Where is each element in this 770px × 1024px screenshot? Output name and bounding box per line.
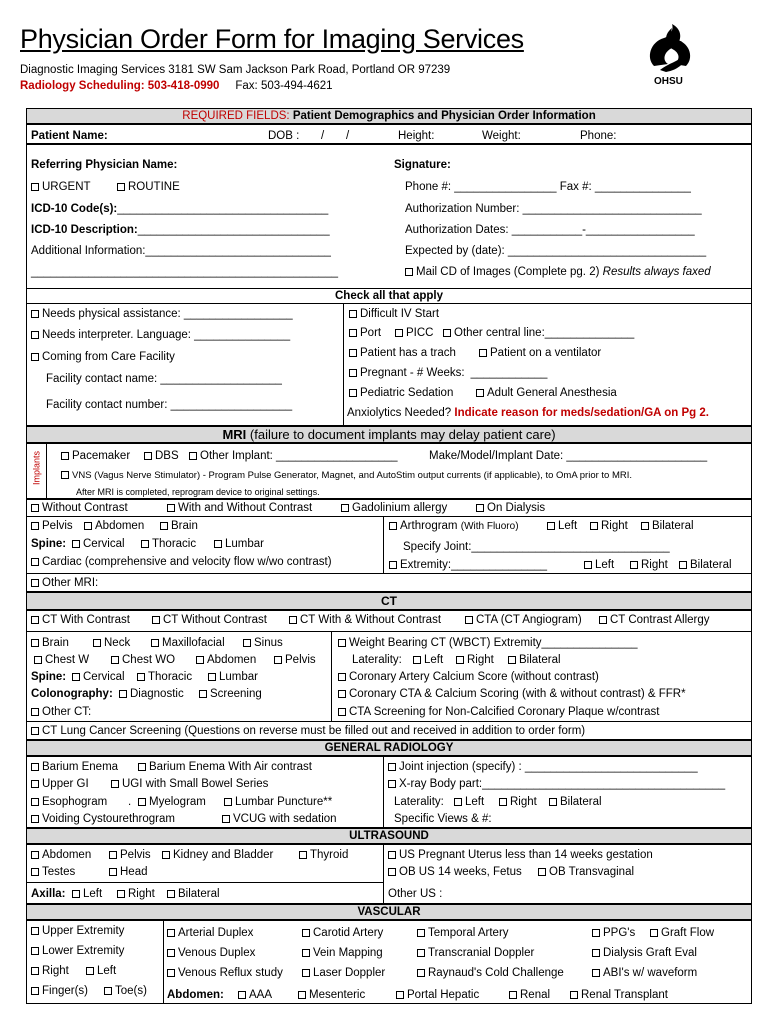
ct-with-contrast-checkbox[interactable]: CT With Contrast — [31, 613, 130, 627]
xray-body-part-checkbox[interactable]: X-ray Body part:______________________________________ — [388, 777, 725, 791]
divider — [26, 631, 752, 632]
transcranial-doppler-checkbox[interactable]: Transcranial Doppler — [417, 946, 534, 960]
dbs-checkbox[interactable]: DBS — [144, 449, 179, 463]
dob-label[interactable]: DOB : — [268, 130, 300, 142]
axilla-label: Axilla: — [31, 888, 66, 900]
mri-lumbar-checkbox[interactable]: Lumbar — [214, 537, 264, 551]
pregnant-weeks-line: ____________ — [470, 367, 548, 379]
vns-note: After MRI is completed, reprogram device to original settings. — [76, 487, 320, 497]
ct-cervical-checkbox[interactable]: Cervical — [72, 670, 125, 684]
barium-enema-checkbox[interactable]: Barium Enema — [31, 760, 118, 774]
extremity-left-checkbox[interactable]: Left — [584, 558, 614, 572]
facility-contact-name-field[interactable]: Facility contact name: ___________________ — [46, 373, 282, 385]
results-faxed-note: Results always faxed — [602, 266, 711, 278]
checkbox-icon — [31, 183, 39, 191]
dialysis-graft-checkbox[interactable]: Dialysis Graft Eval — [592, 946, 697, 960]
cta-screening-checkbox[interactable]: CTA Screening for Non-Calcified Coronary Plaque w/contrast — [338, 705, 659, 719]
colonography-label: Colonography: — [31, 688, 113, 700]
referring-physician-label[interactable]: Referring Physician Name: — [31, 159, 178, 171]
mri-cervical-checkbox[interactable]: Cervical — [72, 537, 125, 551]
fax-number: Fax: 503-494-4621 — [235, 80, 333, 92]
ct-contrast-allergy-checkbox[interactable]: CT Contrast Allergy — [599, 613, 710, 627]
height-label[interactable]: Height: — [398, 130, 435, 142]
us-testes-checkbox[interactable]: Testes — [31, 865, 75, 879]
patient-row — [26, 124, 752, 144]
us-pregnant-uterus-checkbox[interactable]: US Pregnant Uterus less than 14 weeks gestation — [388, 848, 653, 862]
ct-spine-label: Spine: — [31, 671, 67, 683]
specify-joint-field[interactable]: Specify Joint:_______________________________ — [403, 541, 670, 553]
gr-bilateral-checkbox[interactable]: Bilateral — [549, 795, 602, 809]
renal-checkbox[interactable]: Renal — [509, 988, 550, 1002]
ct-with-without-checkbox[interactable]: CT With & Without Contrast — [289, 613, 441, 627]
divider — [331, 631, 332, 721]
barium-air-checkbox[interactable]: Barium Enema With Air contrast — [138, 760, 312, 774]
other-mri-checkbox[interactable]: Other MRI: — [31, 576, 98, 590]
other-us-field[interactable]: Other US : — [388, 888, 443, 900]
ct-lung-screening-checkbox[interactable]: CT Lung Cancer Screening (Questions on reverse must be filled out and received in addition to order form) — [31, 724, 585, 738]
raynaud-challenge-checkbox[interactable]: Raynaud's Cold Challenge — [417, 966, 564, 980]
graft-flow-checkbox[interactable]: Graft Flow — [650, 926, 714, 940]
cta-checkbox[interactable]: CTA (CT Angiogram) — [465, 613, 582, 627]
gr-right-checkbox[interactable]: Right — [499, 795, 537, 809]
authorization-number-field[interactable]: Authorization Number: ____________________________ — [405, 203, 702, 215]
mri-without-contrast-checkbox[interactable]: Without Contrast — [31, 501, 128, 515]
other-central-line-checkbox[interactable]: Other central line:______________ — [443, 326, 634, 340]
vascular-abdomen-label: Abdomen: — [167, 989, 224, 1001]
stray-dot: . — [128, 796, 132, 808]
pediatric-sedation-checkbox[interactable]: Pediatric Sedation — [349, 386, 453, 400]
arterial-duplex-checkbox[interactable]: Arterial Duplex — [167, 926, 253, 940]
authorization-dates-field[interactable]: Authorization Dates: ___________-_________________ — [405, 224, 695, 236]
mri-pelvis-checkbox[interactable]: Pelvis — [31, 519, 73, 533]
mri-abdomen-checkbox[interactable]: Abdomen — [84, 519, 144, 533]
arthrogram-right-checkbox[interactable]: Right — [590, 519, 628, 533]
address-line: Diagnostic Imaging Services 3181 SW Sam Jackson Park Road, Portland OR 97239 — [20, 64, 451, 76]
mri-header: MRI (failure to document implants may delay patient care) — [26, 426, 752, 443]
ventilator-checkbox[interactable]: Patient on a ventilator — [479, 346, 601, 360]
phone-label[interactable]: Phone: — [580, 130, 617, 142]
abi-waveform-checkbox[interactable]: ABI's w/ waveform — [592, 966, 697, 980]
us-thyroid-checkbox[interactable]: Thyroid — [299, 848, 348, 862]
care-facility-checkbox[interactable]: Coming from Care Facility — [31, 350, 175, 364]
us-pelvis-checkbox[interactable]: Pelvis — [109, 848, 151, 862]
us-kidney-bladder-checkbox[interactable]: Kidney and Bladder — [162, 848, 273, 862]
ct-sinus-checkbox[interactable]: Sinus — [243, 636, 283, 650]
colonography-diagnostic-checkbox[interactable]: Diagnostic — [119, 687, 184, 701]
picc-checkbox[interactable]: PICC — [395, 326, 433, 340]
mail-cd-checkbox[interactable]: Mail CD of Images (Complete pg. 2) Results always faxed — [405, 265, 711, 279]
phone-fax-field[interactable]: Phone #: ________________ Fax #: _______________ — [405, 181, 691, 193]
divider — [343, 303, 344, 426]
demographics-band-rest: Patient Demographics and Physician Order Information — [289, 110, 596, 122]
venous-duplex-checkbox[interactable]: Venous Duplex — [167, 946, 255, 960]
axilla-left-checkbox[interactable]: Left — [72, 887, 102, 901]
arthrogram-left-checkbox[interactable]: Left — [547, 519, 577, 533]
additional-info-line[interactable]: ________________________________________________ — [31, 266, 338, 278]
divider — [383, 756, 384, 828]
mri-with-without-checkbox[interactable]: With and Without Contrast — [167, 501, 312, 515]
ct-maxillofacial-checkbox[interactable]: Maxillofacial — [151, 636, 225, 650]
weight-label[interactable]: Weight: — [482, 130, 521, 142]
colonography-screening-checkbox[interactable]: Screening — [199, 687, 262, 701]
vns-checkbox[interactable]: VNS (Vagus Nerve Stimulator) - Program Pulse Generator, Magnet, and AutoStim output currents (if applicable), to OmA prior to MRI. — [61, 470, 632, 482]
scheduling-line — [20, 80, 333, 92]
divider — [163, 920, 164, 1004]
vcug-sedation-checkbox[interactable]: VCUG with sedation — [222, 812, 337, 826]
ct-chest-w-checkbox[interactable]: Chest W — [34, 653, 89, 667]
dob-sep-1: / — [321, 130, 325, 142]
ct-lumbar-checkbox[interactable]: Lumbar — [208, 670, 258, 684]
lower-extremity-checkbox[interactable]: Lower Extremity — [31, 944, 124, 958]
us-abdomen-checkbox[interactable]: Abdomen — [31, 848, 91, 862]
pacemaker-checkbox[interactable]: Pacemaker — [61, 449, 130, 463]
toes-checkbox[interactable]: Toe(s) — [104, 984, 147, 998]
vascular-band: VASCULAR — [26, 904, 752, 920]
ugi-small-bowel-checkbox[interactable]: UGI with Small Bowel Series — [111, 777, 268, 791]
gadolinium-allergy-checkbox[interactable]: Gadolinium allergy — [341, 501, 447, 515]
vein-mapping-checkbox[interactable]: Vein Mapping — [302, 946, 383, 960]
dob-sep-2: / — [346, 130, 350, 142]
mesenteric-checkbox[interactable]: Mesenteric — [298, 988, 365, 1002]
routine-checkbox[interactable]: ROUTINE — [117, 180, 180, 194]
additional-info-field[interactable]: Additional Information:_____________________________ — [31, 245, 331, 257]
upper-gi-checkbox[interactable]: Upper GI — [31, 777, 89, 791]
checkbox-icon — [117, 183, 125, 191]
carotid-artery-checkbox[interactable]: Carotid Artery — [302, 926, 383, 940]
specific-views-field[interactable]: Specific Views & #: — [394, 813, 492, 825]
port-checkbox[interactable]: Port — [349, 326, 381, 340]
ct-bilateral-checkbox[interactable]: Bilateral — [508, 653, 561, 667]
pregnant-checkbox[interactable]: Pregnant - # Weeks: ____________ — [349, 366, 547, 380]
other-ct-checkbox[interactable]: Other CT: — [31, 705, 91, 719]
portal-hepatic-checkbox[interactable]: Portal Hepatic — [396, 988, 479, 1002]
divider — [26, 573, 752, 574]
logo-text: OHSU — [654, 76, 683, 87]
fingers-checkbox[interactable]: Finger(s) — [31, 984, 88, 998]
vascular-right-checkbox[interactable]: Right — [31, 964, 69, 978]
ct-laterality-label: Laterality: — [352, 654, 402, 666]
esophogram-checkbox[interactable]: Esophogram — [31, 795, 107, 809]
ct-thoracic-checkbox[interactable]: Thoracic — [137, 670, 192, 684]
ct-without-contrast-checkbox[interactable]: CT Without Contrast — [152, 613, 267, 627]
divider — [383, 844, 384, 904]
difficult-iv-checkbox[interactable]: Difficult IV Start — [349, 307, 439, 321]
anxiolytics-line: Anxiolytics Needed? Indicate reason for meds/sedation/GA on Pg 2. — [347, 407, 709, 419]
vascular-left-checkbox[interactable]: Left — [86, 964, 116, 978]
ohsu-logo — [640, 18, 702, 88]
aaa-checkbox[interactable]: AAA — [238, 988, 272, 1002]
implants-label-cell — [27, 443, 45, 498]
ob-transvaginal-checkbox[interactable]: OB Transvaginal — [538, 865, 634, 879]
temporal-artery-checkbox[interactable]: Temporal Artery — [417, 926, 509, 940]
wbct-checkbox[interactable]: Weight Bearing CT (WBCT) Extremity_______________ — [338, 636, 638, 650]
extremity-right-checkbox[interactable]: Right — [630, 558, 668, 572]
coronary-calcium-score-checkbox[interactable]: Coronary Artery Calcium Score (without contrast) — [338, 670, 599, 684]
ultrasound-band: ULTRASOUND — [26, 828, 752, 844]
on-dialysis-checkbox[interactable]: On Dialysis — [476, 501, 545, 515]
divider — [383, 516, 384, 573]
upper-extremity-checkbox[interactable]: Upper Extremity — [31, 924, 124, 938]
coronary-cta-checkbox[interactable]: Coronary CTA & Calcium Scoring (with & without contrast) & FFR* — [338, 687, 686, 701]
axilla-right-checkbox[interactable]: Right — [117, 887, 155, 901]
gr-left-checkbox[interactable]: Left — [454, 795, 484, 809]
patient-name-label[interactable]: Patient Name: — [31, 130, 108, 142]
renal-transplant-checkbox[interactable]: Renal Transplant — [570, 988, 668, 1002]
ob-us-14-weeks-checkbox[interactable]: OB US 14 weeks, Fetus — [388, 865, 522, 879]
myelogram-checkbox[interactable]: Myelogram — [138, 795, 206, 809]
mri-cardiac-checkbox[interactable]: Cardiac (comprehensive and velocity flow w/wo contrast) — [31, 555, 332, 569]
laser-doppler-checkbox[interactable]: Laser Doppler — [302, 966, 385, 980]
general-radiology-band: GENERAL RADIOLOGY — [26, 740, 752, 756]
ppg-checkbox[interactable]: PPG's — [592, 926, 635, 940]
divider — [26, 721, 752, 722]
checkbox-icon — [405, 268, 413, 276]
divider — [46, 443, 47, 499]
arthrogram-bilateral-checkbox[interactable]: Bilateral — [641, 519, 694, 533]
icd-codes-field[interactable]: ICD-10 Code(s):_________________________________ — [31, 203, 329, 215]
ct-pelvis-checkbox[interactable]: Pelvis — [274, 653, 316, 667]
mri-thoracic-checkbox[interactable]: Thoracic — [141, 537, 196, 551]
ct-chest-wo-checkbox[interactable]: Chest WO — [111, 653, 175, 667]
check-all-band: Check all that apply — [26, 288, 752, 304]
ct-neck-checkbox[interactable]: Neck — [93, 636, 130, 650]
voiding-cystourethrogram-checkbox[interactable]: Voiding Cystourethrogram — [31, 812, 175, 826]
arthrogram-checkbox[interactable]: Arthrogram (With Fluoro) — [389, 519, 519, 534]
trach-checkbox[interactable]: Patient has a trach — [349, 346, 456, 360]
ct-header: CT — [26, 592, 752, 610]
urgent-checkbox[interactable]: URGENT — [31, 180, 91, 194]
us-head-checkbox[interactable]: Head — [109, 865, 148, 879]
implants-label: Implants — [31, 451, 42, 486]
mri-spine-label: Spine: — [31, 538, 67, 550]
ct-left-checkbox[interactable]: Left — [413, 653, 443, 667]
adult-anesthesia-checkbox[interactable]: Adult General Anesthesia — [476, 386, 617, 400]
facility-contact-number-field[interactable]: Facility contact number: ___________________ — [46, 399, 293, 411]
icd-description-field[interactable]: ICD-10 Description:______________________________ — [31, 224, 330, 236]
expected-date-field[interactable]: Expected by (date): _______________________________ — [405, 245, 707, 257]
form-title: Physician Order Form for Imaging Services — [20, 24, 524, 54]
scheduling-phone: Radiology Scheduling: 503-418-0990 — [20, 80, 220, 92]
signature-label[interactable]: Signature: — [394, 159, 451, 171]
physical-assistance-checkbox[interactable]: Needs physical assistance: _________________ — [31, 307, 293, 321]
axilla-bilateral-checkbox[interactable]: Bilateral — [167, 887, 220, 901]
lumbar-puncture-checkbox[interactable]: Lumbar Puncture** — [224, 795, 332, 809]
required-label: REQUIRED FIELDS: — [182, 110, 290, 122]
extremity-bilateral-checkbox[interactable]: Bilateral — [679, 558, 732, 572]
other-implant-checkbox[interactable]: Other Implant: ___________________ — [189, 449, 398, 463]
ct-brain-checkbox[interactable]: Brain — [31, 636, 69, 650]
divider — [26, 516, 752, 517]
divider — [26, 882, 384, 883]
ct-right-checkbox[interactable]: Right — [456, 653, 494, 667]
extremity-checkbox[interactable]: Extremity:_______________ — [389, 558, 547, 572]
ct-abdomen-checkbox[interactable]: Abdomen — [196, 653, 256, 667]
demographics-band — [26, 108, 752, 124]
joint-injection-checkbox[interactable]: Joint injection (specify) : ___________________________ — [388, 760, 698, 774]
mri-brain-checkbox[interactable]: Brain — [160, 519, 198, 533]
indicate-reason-note: Indicate reason for meds/sedation/GA on Pg 2. — [454, 407, 709, 419]
interpreter-checkbox[interactable]: Needs interpreter. Language: _______________ — [31, 328, 290, 342]
make-model-field[interactable]: Make/Model/Implant Date: ______________________ — [429, 450, 708, 462]
gr-laterality-label: Laterality: — [394, 796, 444, 808]
venous-reflux-checkbox[interactable]: Venous Reflux study — [167, 966, 283, 980]
